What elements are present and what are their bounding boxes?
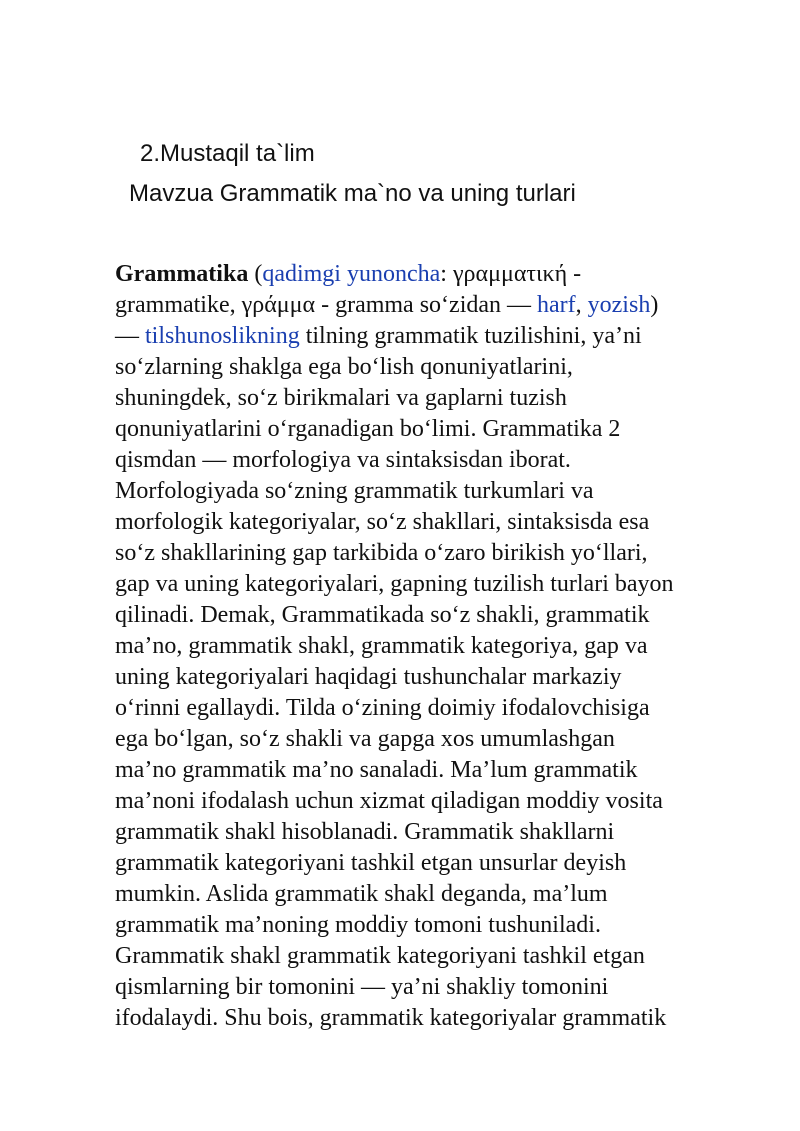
paragraph-line: gap va uning kategoriyalari, gapning tuzilish turlari bayon xyxy=(115,571,674,597)
paragraph-line: shuningdek, so‘z birikmalari va gaplarni tuzish xyxy=(115,385,567,411)
text-fragment: ( xyxy=(248,261,263,287)
paragraph-line: grammatik shakl hisoblanadi. Grammatik shakllarni xyxy=(115,819,615,845)
paragraph-line: ma’noni ifodalash uchun xizmat qiladigan moddiy vosita xyxy=(115,788,663,814)
paragraph-line xyxy=(115,290,755,321)
paragraph-line: qilinadi. Demak, Grammatikada so‘z shakli, grammatik xyxy=(115,602,650,628)
paragraph-line: ma’no, grammatik shakl, grammatik kategoriya, gap va xyxy=(115,633,648,659)
link-tilshunoslik[interactable]: tilshunoslikning xyxy=(145,323,300,349)
paragraph-line: qismdan — morfologiya va sintaksisdan iborat. xyxy=(115,447,571,473)
text-fragment: : γραμματική - xyxy=(440,261,582,287)
link-yozish[interactable]: yozish xyxy=(587,292,651,318)
body-paragraph xyxy=(115,259,755,1034)
paragraph-line: qonuniyatlarini o‘rganadigan bo‘limi. Grammatika 2 xyxy=(115,416,621,442)
paragraph-line: grammatik ma’noning moddiy tomoni tushuniladi. xyxy=(115,912,601,938)
term-grammatika: Grammatika xyxy=(115,261,249,287)
text-fragment: — xyxy=(115,323,145,349)
paragraph-line: morfologik kategoriyalar, so‘z shakllari, sintaksisda esa xyxy=(115,509,650,535)
paragraph-line: Grammatik shakl grammatik kategoriyani tashkil etgan xyxy=(115,943,645,969)
paragraph-line: ega bo‘lgan, so‘z shakli va gapga xos umumlashgan xyxy=(115,726,615,752)
paragraph-line: mumkin. Aslida grammatik shakl deganda, ma’lum xyxy=(115,881,608,907)
paragraph-line: ma’no grammatik ma’no sanaladi. Ma’lum grammatik xyxy=(115,757,638,783)
text-fragment: ) xyxy=(650,292,659,318)
paragraph-line: Morfologiyada so‘zning grammatik turkumlari va xyxy=(115,478,594,504)
paragraph-line: grammatik kategoriyani tashkil etgan unsurlar deyish xyxy=(115,850,627,876)
text-fragment: grammatike, γράμμα - gramma so‘zidan — xyxy=(115,292,538,318)
paragraph-line: ifodalaydi. Shu bois, grammatik kategoriyalar grammatik xyxy=(115,1005,667,1031)
paragraph-line: uning kategoriyalari haqidagi tushunchalar markaziy xyxy=(115,664,622,690)
paragraph-line xyxy=(115,321,755,352)
link-harf[interactable]: harf xyxy=(537,292,576,318)
paragraph-line: so‘z shakllarining gap tarkibida o‘zaro birikish yo‘llari, xyxy=(115,540,648,566)
text-fragment: , xyxy=(575,292,588,318)
link-ancient-greek[interactable]: qadimgi yunoncha xyxy=(262,261,441,287)
paragraph-line xyxy=(115,259,755,290)
paragraph-line: qismlarning bir tomonini — ya’ni shakliy tomonini xyxy=(115,974,609,1000)
paragraph-line: o‘rinni egallaydi. Tilda o‘zining doimiy ifodalovchisiga xyxy=(115,695,650,721)
topic-heading: Mavzua Grammatik ma`no va uning turlari xyxy=(129,180,576,207)
section-heading: 2.Mustaqil ta`lim xyxy=(140,140,315,167)
text-fragment: tilning grammatik tuzilishini, ya’ni xyxy=(299,323,642,349)
paragraph-line: so‘zlarning shaklga ega bo‘lish qonuniyatlarini, xyxy=(115,354,573,380)
